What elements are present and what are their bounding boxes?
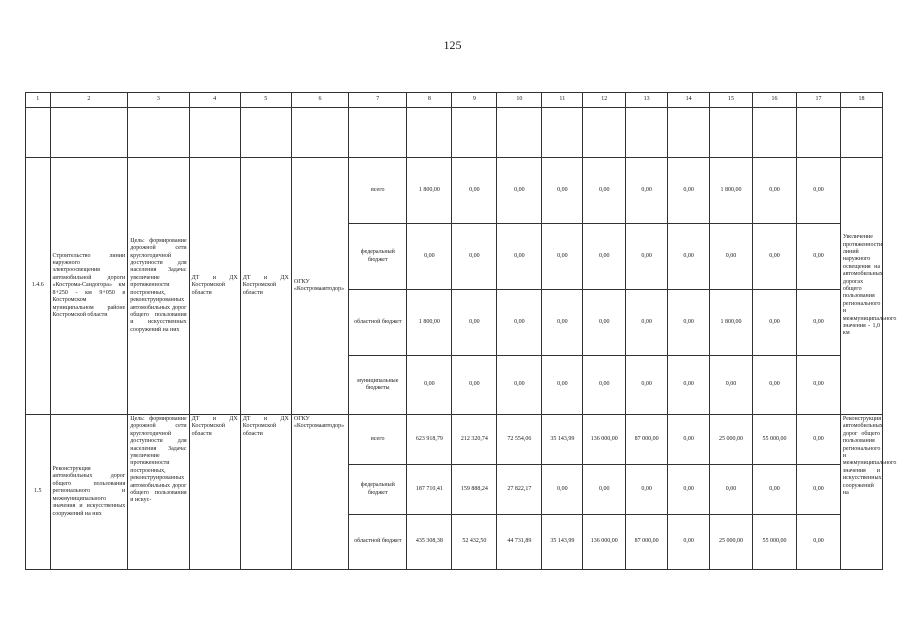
funding-source: всего — [349, 158, 407, 224]
column-number: 16 — [752, 93, 796, 108]
funding-value: 0,00 — [668, 158, 710, 224]
funding-source: муниципальные бюджеты — [349, 356, 407, 415]
responsible-executor: ДТ и ДХ Костромской области — [189, 415, 240, 570]
column-number: 8 — [407, 93, 452, 108]
funding-value: 1 800,00 — [710, 290, 753, 356]
column-number: 2 — [50, 93, 128, 108]
funding-value: 0,00 — [668, 356, 710, 415]
funding-value: 0,00 — [668, 415, 710, 465]
funding-value: 0,00 — [796, 515, 840, 570]
funding-value: 0,00 — [796, 415, 840, 465]
funding-value: 35 143,99 — [542, 515, 583, 570]
funding-value: 623 918,79 — [407, 415, 452, 465]
empty-cell — [189, 108, 240, 158]
funding-value: 0,00 — [452, 356, 497, 415]
funding-value: 0,00 — [710, 356, 753, 415]
funding-value: 0,00 — [452, 224, 497, 290]
funding-value: 0,00 — [626, 224, 668, 290]
funding-value: 0,00 — [542, 158, 583, 224]
funding-value: 0,00 — [542, 224, 583, 290]
funding-value: 0,00 — [752, 224, 796, 290]
funding-value: 0,00 — [407, 224, 452, 290]
row-id: 1.4.6 — [26, 158, 51, 415]
column-number: 3 — [128, 93, 189, 108]
funding-value: 212 320,74 — [452, 415, 497, 465]
table-row — [26, 158, 883, 224]
funding-source: областной бюджет — [349, 515, 407, 570]
column-number: 7 — [349, 93, 407, 108]
table-row — [26, 415, 883, 465]
goal-text: Цель: формирование дорожной сети круглогодичной доступности для населения Задача: увеличение протяженности построенных, реконструированных автомобильных дорог общего пользования и искусственных сооружений на них — [128, 158, 189, 415]
participant: ОГКУ «Костромаавтодор» — [291, 158, 348, 415]
funding-value: 0,00 — [796, 158, 840, 224]
funding-value: 55 000,00 — [752, 515, 796, 570]
funding-value: 0,00 — [668, 290, 710, 356]
funding-value: 0,00 — [752, 158, 796, 224]
funding-value: 0,00 — [668, 224, 710, 290]
funding-value: 0,00 — [497, 224, 542, 290]
column-number: 15 — [710, 93, 753, 108]
column-number: 11 — [542, 93, 583, 108]
funding-value: 0,00 — [583, 224, 626, 290]
funding-value: 1 800,00 — [407, 158, 452, 224]
column-number: 9 — [452, 93, 497, 108]
funding-value: 1 800,00 — [407, 290, 452, 356]
funding-value: 136 000,00 — [583, 515, 626, 570]
funding-value: 0,00 — [583, 158, 626, 224]
funding-value: 0,00 — [583, 465, 626, 515]
funding-value: 0,00 — [752, 290, 796, 356]
funding-value: 0,00 — [796, 290, 840, 356]
program-table — [25, 92, 897, 570]
funding-source: федеральный бюджет — [349, 224, 407, 290]
participant: ОГКУ «Костромаавтодор» — [291, 415, 348, 570]
measure-name: Реконструкция автомобильных дорог общего пользования регионального и межмуниципального значения и искусственных сооружений на них — [50, 415, 128, 570]
empty-cell — [668, 108, 710, 158]
column-number: 12 — [583, 93, 626, 108]
funding-value: 0,00 — [710, 224, 753, 290]
header-row — [26, 93, 883, 108]
funding-value: 0,00 — [796, 356, 840, 415]
funding-value: 0,00 — [752, 356, 796, 415]
funding-value: 0,00 — [407, 356, 452, 415]
funding-value: 0,00 — [796, 465, 840, 515]
empty-cell — [452, 108, 497, 158]
column-number: 14 — [668, 93, 710, 108]
funding-value: 87 000,00 — [626, 515, 668, 570]
funding-value: 159 888,24 — [452, 465, 497, 515]
funding-value: 136 000,00 — [583, 415, 626, 465]
column-number: 10 — [497, 93, 542, 108]
funding-value: 44 731,89 — [497, 515, 542, 570]
funding-value: 0,00 — [452, 158, 497, 224]
funding-value: 0,00 — [583, 290, 626, 356]
funding-value: 72 554,06 — [497, 415, 542, 465]
empty-cell — [407, 108, 452, 158]
funding-source: всего — [349, 415, 407, 465]
funding-value: 35 143,99 — [542, 415, 583, 465]
funding-value: 0,00 — [796, 224, 840, 290]
column-number: 5 — [240, 93, 291, 108]
column-number: 13 — [626, 93, 668, 108]
responsible-executor: ДТ и ДХ Костромской области — [189, 158, 240, 415]
coexecutor: ДТ и ДХ Костромской области — [240, 415, 291, 570]
empty-cell — [291, 108, 348, 158]
empty-cell — [752, 108, 796, 158]
funding-value: 25 000,00 — [710, 515, 753, 570]
empty-cell — [840, 108, 882, 158]
expected-result: Увеличение протяженности линий наружного освещения на автомобильных дорогах общего пользования регионального и межмуниципального значения - 1,0 км — [840, 158, 882, 415]
empty-cell — [583, 108, 626, 158]
funding-value: 55 000,00 — [752, 415, 796, 465]
empty-cell — [542, 108, 583, 158]
funding-value: 25 000,00 — [710, 415, 753, 465]
funding-value: 52 432,50 — [452, 515, 497, 570]
blank-row — [26, 108, 883, 158]
funding-value: 0,00 — [542, 465, 583, 515]
column-number: 17 — [796, 93, 840, 108]
empty-cell — [50, 108, 128, 158]
funding-value: 27 822,17 — [497, 465, 542, 515]
funding-value: 187 710,41 — [407, 465, 452, 515]
funding-value: 0,00 — [626, 356, 668, 415]
column-number: 6 — [291, 93, 348, 108]
funding-value: 0,00 — [497, 290, 542, 356]
column-number: 18 — [840, 93, 882, 108]
funding-source: областной бюджет — [349, 290, 407, 356]
funding-value: 0,00 — [626, 290, 668, 356]
empty-cell — [240, 108, 291, 158]
page-number: 125 — [443, 38, 462, 52]
goal-text: Цель: формирование дорожной сети круглогодичной доступности для населения Задача: увеличение протяженности построенных, реконструированных автомобильных дорог общего пользования и искус- — [128, 415, 189, 570]
funding-value: 1 800,00 — [710, 158, 753, 224]
empty-cell — [349, 108, 407, 158]
funding-value: 0,00 — [668, 515, 710, 570]
empty-cell — [796, 108, 840, 158]
empty-cell — [626, 108, 668, 158]
column-number: 4 — [189, 93, 240, 108]
measure-name: Строительство линии наружного электроосвещения автомобильной дороги «Кострома-Сандогора» км 8+250 - км 9+050 в Костромском муниципальном районе Костромской области — [50, 158, 128, 415]
funding-value: 0,00 — [497, 356, 542, 415]
funding-value: 0,00 — [583, 356, 626, 415]
funding-value: 0,00 — [710, 465, 753, 515]
funding-value: 435 308,38 — [407, 515, 452, 570]
empty-cell — [26, 108, 51, 158]
coexecutor: ДТ и ДХ Костромской области — [240, 158, 291, 415]
funding-value: 0,00 — [542, 356, 583, 415]
funding-value: 0,00 — [668, 465, 710, 515]
funding-value: 0,00 — [626, 158, 668, 224]
row-id: 1.5 — [26, 415, 51, 570]
funding-value: 0,00 — [542, 290, 583, 356]
empty-cell — [128, 108, 189, 158]
funding-value: 0,00 — [752, 465, 796, 515]
empty-cell — [710, 108, 753, 158]
funding-value: 87 000,00 — [626, 415, 668, 465]
column-number: 1 — [26, 93, 51, 108]
funding-value: 0,00 — [626, 465, 668, 515]
funding-value: 0,00 — [452, 290, 497, 356]
expected-result: Реконструкция автомобильных дорог общего пользования регионального и межмуниципального значения и искусственных сооружений на — [840, 415, 882, 570]
funding-value: 0,00 — [497, 158, 542, 224]
empty-cell — [497, 108, 542, 158]
funding-source: федеральный бюджет — [349, 465, 407, 515]
